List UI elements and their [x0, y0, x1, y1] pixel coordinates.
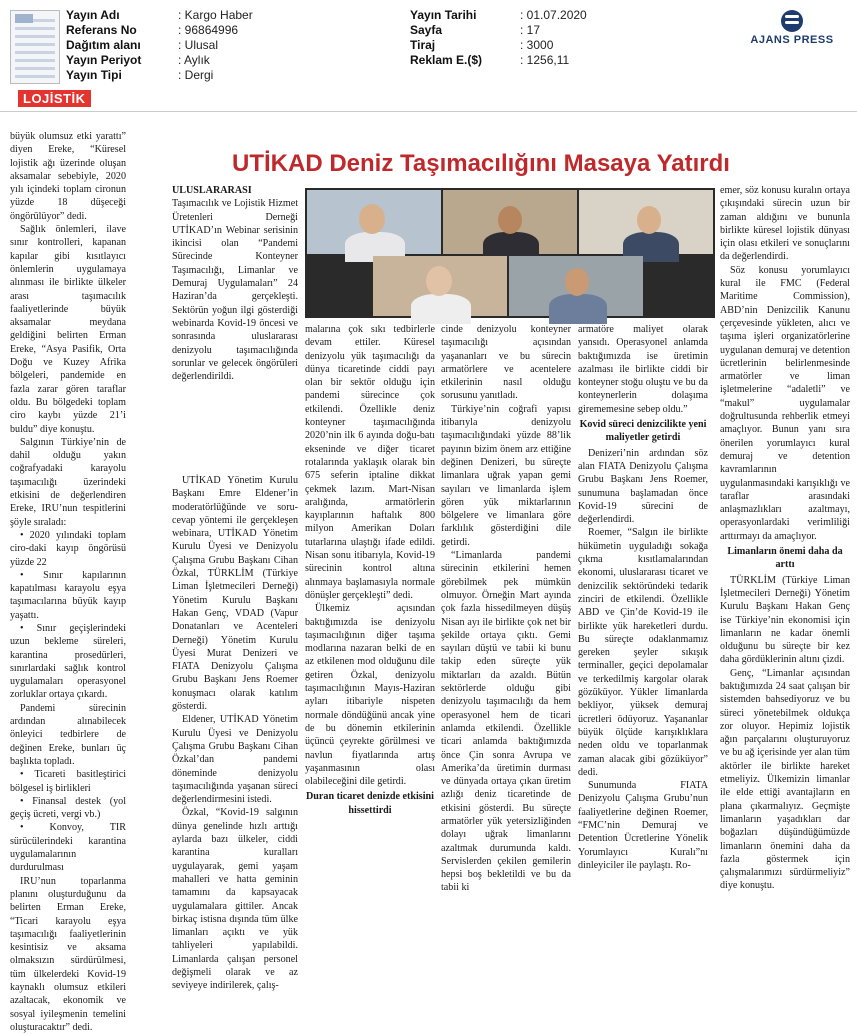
paragraph: Eldener, UTİKAD Yönetim Kurulu Üyesi ve Denizyolu Çalışma Grubu Başkanı Cihan Özkal’dan pandemi döneminde denizyolu taşımacılığında yaşanan süreci değerlendirmesini istedi. [172, 714, 298, 806]
meta-row [66, 23, 358, 38]
column-4 [441, 323, 571, 1000]
paragraph: Türkiye’nin coğrafi yapısı itibarıyla denizyolu taşımacılığındaki yüzde 88’lik payının bizim önem arz ettiğine değinen Denizeri, bu süreçte limanlara uğrak yapan gemi sayıları ve limanlarda işlem gören yük miktarlarının bölgelere ve limanlara göre farklılık gösterdiğini dile getirdi. [441, 403, 571, 548]
meta-key: Dağıtım alanı [66, 38, 141, 52]
column-3 [305, 323, 435, 1000]
meta-value: : 01.07.2020 [520, 8, 587, 22]
meta-key: Tiraj [410, 38, 436, 52]
column-2-bottom [172, 474, 298, 1000]
header-divider [0, 111, 857, 112]
meta-key: Referans No [66, 23, 137, 37]
subheading: Limanların önemi daha da arttı [727, 546, 843, 571]
globe-icon [781, 10, 803, 32]
video-conference-photo [305, 188, 715, 318]
participant-tile [307, 190, 441, 254]
meta-value: : 3000 [520, 38, 554, 52]
meta-value: : Kargo Haber [178, 8, 253, 22]
paragraph: • Konvoy, TIR sürücülerindeki karantina uygulamalarının durdurulması [10, 822, 126, 874]
subheading: Duran ticaret denizde etkisini hissettirdi [306, 791, 434, 816]
meta-row [66, 68, 358, 83]
column-1 [10, 130, 126, 1033]
meta-row [410, 23, 660, 38]
paragraph: cinde denizyolu konteyner taşımacılığı açısından yaşananları ve bu sürecin armatörlere ve acentelere etkilerinin nasıl olduğu sorusunu yanıtladı. [441, 324, 571, 402]
paragraph: • Ticareti basitleştirici bölgesel iş birlikleri [10, 769, 126, 794]
paragraph [172, 184, 298, 383]
meta-value: : 96864996 [178, 23, 239, 37]
meta-right [410, 8, 660, 68]
meta-row [410, 8, 660, 23]
paragraph: TÜRKLİM (Türkiye Liman İşletmecileri Derneği) Yönetim Kurulu Başkanı Hakan Genç ise Türkiye’nin ekonomisi için limanların ne kadar önemli olduğunu bu süreçte bir kez daha gördüklerinin altını çizdi. [720, 574, 850, 666]
paragraph: armatöre maliyet olarak yansıdı. Operasyonel anlamda baktığımızda ise üretimin azalması ile birlikte ciddi bir konteyner stoğu oluştu ve bu da konteynerlerin dolaşıma girememesine sebep oldu.” [578, 324, 708, 415]
meta-row [66, 38, 358, 53]
meta-key: Yayın Tarihi [410, 8, 477, 22]
paragraph: Söz konusu yorumlayıcı kural ile FMC (Federal Maritime Commission), ABD’nin Denizcilik Kanunu çerçevesinde yükleten, alıcı ve taşıma işleri organizatörlerine uygulanan demuraj ve detention ücretlerinin belirlenmesinde armatörler ve liman işletmelerine “adaletli” ve “makul” uygulamalar doğrultusunda rehberlik etmeyi amaçlıyor. Bunun yanı sıra önerilen yorumlayıcı kural demuraj ve detention kavramlarının uygulanmasındaki karışıklığı ve taraflar arasındaki anlaşmazlıkları azaltmayı, operasyonlardaki verimliliği arttırmayı da amaçlıyor. [720, 264, 850, 542]
paragraph: Salgının Türkiye’nin de dahil olduğu yakın coğrafyadaki karayolu taşımacılığı üzerindeki etkisini de değerlendiren Ereke, IRU’nun tespitlerini şöyle sıraladı: [10, 436, 126, 528]
paragraph: UTİKAD Yönetim Kurulu Başkanı Emre Eldener’in moderatörlüğünde ve soru-cevap yöntemi ile gerçekleşen webinara, UTİKAD Yönetim Kurulu Üyesi ve Denizyolu Çalışma Grubu Başkanı Cihan Özkal, TÜRKLİM (Türkiye Liman İşletmecileri Derneği) Yönetim Kurulu Başkanı Hakan Genç, VDAD (Vapur Donatanları ve Acenteleri Derneği) Yönetim Kurulu Üyesi Murat Denizeri ve FIATA Denizyolu Çalışma Grubu Başkanı Jens Roemer konuşmacı olarak katılım gösterdi. [172, 475, 298, 713]
article-title: UTİKAD Deniz Taşımacılığını Masaya Yatırdı [232, 150, 730, 177]
paragraph: “Limanlarda pandemi sürecinin etkilerini hemen görebilmek pek mümkün olmuyor. Örneğin Mart ayında çok fazla hissedilmeyen düşüş Nisan ayı ile birlikte çok net bir şekilde ortaya çıktı. Gemi sayıları düştü ve tabii ki bunu takip eden süreçte yük miktarları da azaldı. Bütün sektörlerde olduğu gibi denizyolu taşımacılığı da hem operasyonel hem de ticari anlamda etkilendi. Özellikle ticari anlamda baktığımızda önce Çin sonra Avrupa ve Amerika’da üretimin durması ve dünyada ortaya çıkan üretim azlığı deniz ticaretinde de etkisini gösterdi. Bu süreçte armatörler yük yetersizliğinden dolayı uğrak limanlarını azaltmak durumunda kaldı. Servislerden çekilen gemilerin hepsi boş bekletildi ve bu da tabii ki [441, 550, 571, 894]
meta-value: : 17 [520, 23, 541, 37]
participant-tile [373, 256, 507, 316]
meta-row [410, 53, 660, 68]
logo-text: AJANS PRESS [750, 34, 834, 46]
paragraph: Ülkemiz açısından baktığımızda ise denizyolu taşımacılığının diğer taşıma modlarına nazaran belki de en az etkilenen mod olduğunu dile getiren Özkal, denizyolu taşımacılığının Mayıs-Haziran ayları itibariyle nispeten normale döndüğünü ancak yine de bu dönemin etkilerinin üçüncü çeyrekte görülmesi ve navlun fiyatlarında artış yaşanmasının olası olabileceğini dile getirdi. [305, 603, 435, 788]
clipping-header [0, 0, 857, 90]
meta-key: Reklam E.($) [410, 53, 483, 67]
paragraph: Genç, “Limanlar açısından baktığımızda 24 saat çalışan bir sistemden bahsediyoruz ve bu süreci yönetebilmek oldukça zor oluyor. Hepimiz lojistik ağın parçalarını oluşturuyoruz ve bu ağ içerisinde yer alan tüm aktörler ile birlikte hareket etmeliyiz. Ülkemizin limanlar ile elde ettiği avantajların en plana çıkarmalıyız. Geçmişte limanların yaşadıkları dar boğazları düşündüğümüzde limanların önemini daha da fazla göstermek için çalışmalarımızı sürdürmeliyiz” diye konuştu. [720, 667, 850, 892]
meta-value: : Ulusal [178, 38, 219, 52]
ajans-press-logo [740, 10, 844, 50]
dateline: ULUSLARARASI [172, 185, 252, 196]
paragraph: Pandemi sürecinin ardından alınabilecek önleyici tedbirlere de değinen Ereke, bunları üç başlıkta topladı. [10, 702, 126, 767]
meta-row [66, 53, 358, 68]
paragraph: Roemer, “Salgın ile birlikte hükümetin uyguladığı sokağa çıkma kısıtlamalarından ekonomi, uluslararası ticaret ve denizcilik sektöründeki tedarik zinciri de etkilendi. Özellikle ABD ve Çin’de Kovid-19 ile birlikte yük hareketleri durdu. Bu süreçte odaklanmamız gereken şeyler sıkışık terminaller, geçici depolamalar ve terkedilmiş kargolar olarak gözüküyor. Yükler limanlarda bekliyor, yüksek demuraj ücretleri ödüyoruz. Yaşananlar büyük ölçüde karışıklıklara neden oldu ve toparlanmak zaman alacak gibi gözüküyor” dedi. [578, 527, 708, 778]
participant-tile [509, 256, 643, 316]
column-2-top [172, 184, 298, 474]
paragraph-text: Taşımacılık ve Lojistik Hizmet Üretenleri Derneği UTİKAD’ın Webinar serisinin ikincisi olan “Pandemi Sürecinde Konteyner Taşımacılığı, Limanlar ve Demuraj Uygulamaları” 24 Haziran’da gerçekleşti. Sektörün yoğun ilgi gösterdiği webinarda Kovid-19 öncesi ve sonrasında uluslararası denizyolu taşımacılığında sorunlar ve gelecek öngörüleri değerlendirildi. [172, 198, 298, 383]
meta-key: Yayın Adı [66, 8, 120, 22]
participant-tile [443, 190, 577, 254]
paragraph: malarına çok sıkı tedbirlerle devam ettiler. Küresel denizyolu yük taşımacılığı da dünya ticaretinde ciddi payı olan bir sektör olduğu için pandemi sürecince çok etkilendi. Özellikle deniz konteyner taşımacılığında 2020’nin ilk 6 ayında doğu-batı ekseninde ve diğer ticaret rotalarında yaklaşık olarak bin 675 seferin iptaline dikkat çekmek lazım. Mart-Nisan aralığında, armatörlerin kayıplarının haftalık 800 milyon Amerikan Doları tutarlarına ulaştığı ifade edildi. Nisan sonu itibarıyla, Kovid-19 sürecinin kontrol altına alınmaya başlamasıyla normale dönüşler gerçekleşti” dedi. [305, 324, 435, 601]
paragraph: • Sınır geçişlerindeki uzun bekleme süreleri, karantina prosedürleri, sınırlardaki sağlık kontrol uygulamaları operasyonel zorluklar ortaya çıkardı. [10, 622, 126, 701]
participant-tile [579, 190, 713, 254]
column-5 [578, 323, 708, 1000]
paragraph: emer, söz konusu kuralın ortaya çıkışındaki sürecin uzun bir zaman aldığını ve bununla birlikte küresel lojistik dünyası için olası etkileri ve sonuçlarını da değerlendirdi. [720, 185, 850, 263]
paragraph: • Sınır kapılarının kapatılması karayolu eşya taşımacılarına büyük kayıp yaşattı. [10, 569, 126, 621]
meta-value: : Aylık [178, 53, 210, 67]
meta-value: : Dergi [178, 68, 214, 82]
paragraph: IRU’nun toparlanma planını oluşturduğunu da belirten Erman Ereke, “Ticari karayolu eşya taşımacılığı faaliyetlerinin kesintisiz ve aksama olmaksızın sürdürülmesi, tüm ülkelerdeki Kovid-19 kaynaklı olumsuz etkileri azaltacak, ekonomik ve sosyal iyileşmenin temelini oluşturacaktır” dedi. [10, 875, 126, 1033]
paragraph: • Finansal destek (yol geçiş ücreti, vergi vb.) [10, 795, 126, 821]
page-thumbnail [10, 10, 60, 84]
meta-key: Yayın Periyot [66, 53, 142, 67]
meta-key: Sayfa [410, 23, 443, 37]
paragraph: Sağlık önlemleri, ilave sınır kontrolleri, kapanan kapılar gibi kısıtlayıcı önlemlerin uygulamaya alınması ile birlikte ülkeler arası taşımacılık faaliyetlerinde büyük aksamalar meydana geldiğini belirten Erman Ereke, “Asya Pasifik, Orta Doğu ve Kuzey Afrika bölgeleri, pandemide en fazla zarar gören taraflar oldu. Bu bölgedeki toplam ciro kaybı yüzde 21’i buldu” diye konuştu. [10, 224, 126, 435]
meta-row [66, 8, 358, 23]
section-label: LOJİSTİK [18, 90, 91, 107]
paragraph: • 2020 yılındaki toplam ciro-daki kayıp öngörüsü yüzde 22 [10, 529, 126, 568]
subheading: Kovid süreci denizcilikte yeni maliyetler getirdi [579, 419, 707, 444]
meta-value: : 1256,11 [520, 53, 570, 67]
paragraph: Sunumunda FIATA Denizyolu Çalışma Grubu’nun faaliyetlerine değinen Roemer, “FMC’nin Demuraj ve Detention Ücretlerine Yönelik Yorumlayıcı Kuralı”nı dinleyiciler ile paylaştı. Ro- [578, 780, 708, 871]
meta-left [66, 8, 358, 83]
paragraph: büyük olumsuz etki yarattı” diyen Ereke, “Küresel lojistik ağı üzerinde oluşan aksamalar sebebiyle, 2020 yılı içindeki toplam cironun yüzde 18 düşeceği öngörülüyor” dedi. [10, 131, 126, 222]
paragraph: Özkal, “Kovid-19 salgının dünya genelinde hızlı arttığı aylarda bazı ülkeler, ciddi karantina kuralları uygulayarak, gemi yaşam mahalleri ve hatta geminin tamamını da kapsayacak uygulamalara gittiler. Ancak birkaç istisna dışında tüm ülke limanları açıktı ve yük tahliyeleri yapılabildi. Limanlarda çalışan personel değişmeli olarak ve az seviyeye indirilerek, çalış- [172, 807, 298, 992]
column-6 [720, 184, 850, 1000]
meta-row [410, 38, 660, 53]
paragraph: Denizeri’nin ardından söz alan FIATA Denizyolu Çalışma Grubu Başkanı Jens Roemer, sunumuna başlamadan önce Kovid-19 sürecini de değerlendirdi. [578, 447, 708, 526]
meta-key: Yayın Tipi [66, 68, 122, 82]
